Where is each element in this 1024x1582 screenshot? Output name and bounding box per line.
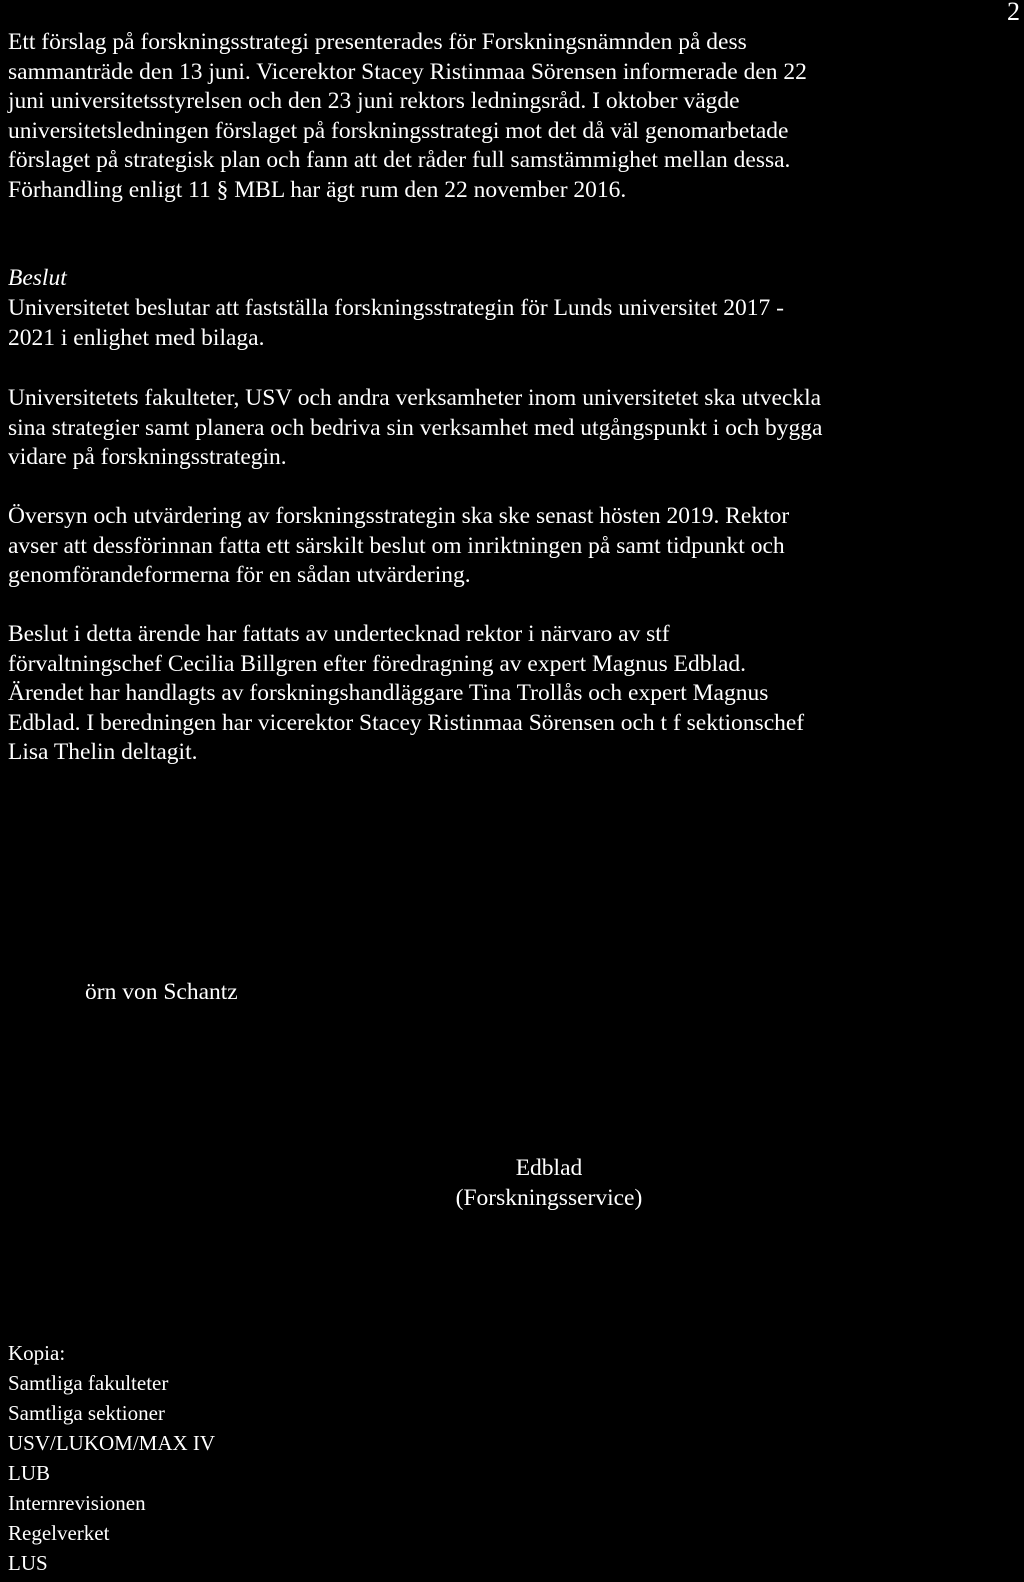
rektor-signature-name: örn von Schantz — [85, 979, 238, 1005]
copy-recipient: Internrevisionen — [8, 1491, 146, 1515]
review-line: genomförandeformerna för en sådan utvärdering. — [8, 562, 471, 588]
copy-recipient: USV/LUKOM/MAX IV — [8, 1431, 216, 1455]
copy-recipient: LUS — [8, 1551, 48, 1575]
strategies-line: sina strategier samt planera och bedriva sin verksamhet med utgångspunkt i och bygga — [8, 414, 823, 441]
intro-paragraph — [8, 28, 1008, 205]
decision-line: 2021 i enlighet med bilaga. — [8, 324, 265, 351]
signatory-line: Beslut i detta ärende har fattats av undertecknad rektor i närvaro av stf — [8, 621, 670, 647]
copy-label: Kopia: — [8, 1341, 66, 1365]
signatory-line: Ärendet har handlagts av forskningshandläggare Tina Trollås och expert Magnus — [8, 680, 769, 706]
signatory-line: Edblad. I beredningen har vicerektor Stacey Ristinmaa Sörensen och t f sektionschef — [8, 709, 805, 736]
page-number: 2 — [1007, 0, 1020, 26]
intro-line: universitetsledningen förslaget på forskningsstrategi mot det då väl genomarbetade — [8, 117, 789, 144]
copy-recipient: LUB — [8, 1461, 50, 1485]
copy-recipient: Samtliga fakulteter — [8, 1371, 169, 1395]
strategies-paragraph — [8, 384, 1008, 473]
review-line: avser att dessförinnan fatta ett särskilt beslut om inriktningen på samt tidpunkt och — [8, 532, 785, 559]
signatory-line: förvaltningschef Cecilia Billgren efter föredragning av expert Magnus Edblad. — [8, 650, 747, 677]
decision-paragraph — [8, 294, 1008, 353]
decision-heading: Beslut — [8, 265, 67, 291]
copy-recipient: Samtliga sektioner — [8, 1401, 165, 1425]
expert-signature-department: (Forskningsservice) — [455, 1185, 643, 1211]
expert-signature-name: Edblad — [515, 1155, 583, 1181]
strategies-line: vidare på forskningsstrategin. — [8, 444, 287, 470]
intro-line: sammanträde den 13 juni. Vicerektor Stacey Ristinmaa Sörensen informerade den 22 — [8, 58, 807, 85]
intro-line: Ett förslag på forskningsstrategi presenterades för Forskningsnämnden på dess — [8, 29, 747, 55]
strategies-line: Universitetets fakulteter, USV och andra verksamheter inom universitetet ska utveckla — [8, 385, 822, 411]
review-line: Översyn och utvärdering av forskningsstrategin ska ske senast hösten 2019. Rektor — [8, 503, 790, 529]
copy-recipient: Regelverket — [8, 1521, 110, 1545]
intro-line: förslaget på strategisk plan och fann att det råder full samstämmighet mellan dessa. — [8, 147, 791, 173]
decision-line: Universitetet beslutar att fastställa forskningsstrategin för Lunds universitet 2017 - — [8, 295, 784, 321]
review-paragraph — [8, 502, 1008, 591]
intro-line: juni universitetsstyrelsen och den 23 juni rektors ledningsråd. I oktober vägde — [8, 88, 740, 114]
signatory-paragraph — [8, 620, 1008, 768]
signatory-line: Lisa Thelin deltagit. — [8, 739, 198, 765]
intro-line: Förhandling enligt 11 § MBL har ägt rum den 22 november 2016. — [8, 176, 627, 203]
copy-list — [8, 1338, 1008, 1578]
